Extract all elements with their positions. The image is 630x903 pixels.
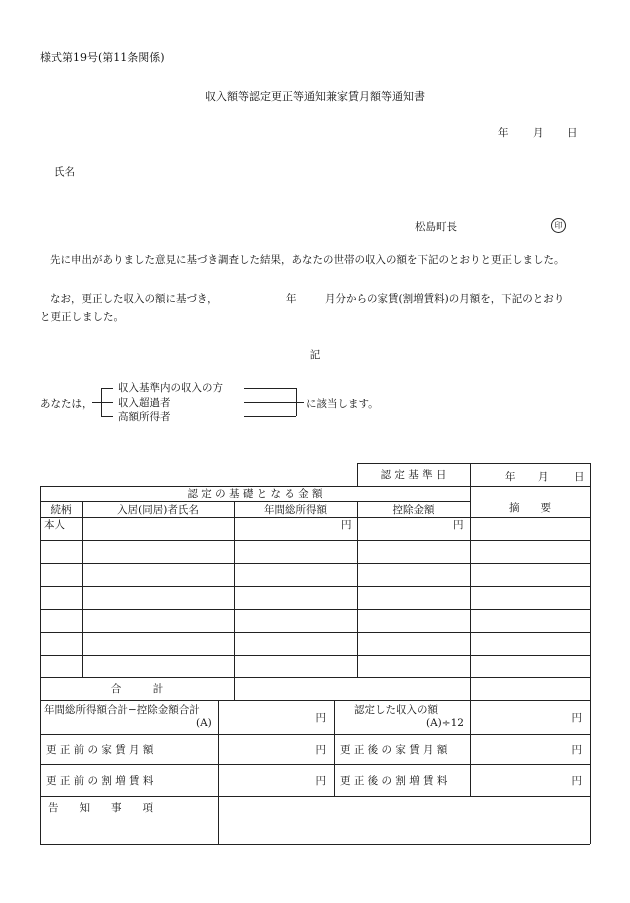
name-label: 氏名 (54, 166, 75, 178)
nenkan-total-label-1: 年間総所得額合計−控除金額合計 (44, 704, 200, 716)
kokuchi-label: 告 知 事 項 (48, 802, 153, 814)
table-bottom-line (40, 844, 590, 845)
option-within-standard: 収入基準内の収入の方 (118, 382, 223, 394)
kijunbi-month: 月 (538, 471, 549, 483)
table-col-nyukyosha (234, 501, 235, 700)
paragraph-2-part2: 月分からの家賃(割増賃料)の月額を，下記のとおり (325, 293, 565, 305)
nenkan-total-yen: 円 (315, 711, 326, 724)
issuer-name: 松島町長 (415, 221, 457, 233)
kiso-header: 認 定 の 基 礎 と な る 金 額 (187, 488, 323, 500)
option-line-2 (244, 402, 296, 403)
kousei-mae-warimashi-yen: 円 (315, 774, 326, 787)
row-honnin-koujo-yen: 円 (453, 519, 464, 531)
table-right-border (590, 463, 591, 844)
kijunbi-year: 年 (505, 471, 516, 483)
kousei-go-yachin-label: 更 正 後 の 家 賃 月 額 (340, 743, 448, 756)
option-line-3 (244, 416, 296, 417)
nintei-income-label-1: 認定した収入の額 (354, 704, 438, 716)
date-month-label: 月 (533, 127, 544, 139)
col-header-tekiyou: 摘 要 (509, 502, 551, 514)
col-header-koujo: 控除金額 (392, 503, 435, 516)
form-number: 様式第19号(第11条関係) (40, 51, 165, 64)
nintei-kijunbi-label: 認 定 基 準 日 (380, 469, 447, 481)
nintei-income-label-2: (A)÷12 (426, 717, 464, 729)
goukei-label: 合 計 (110, 683, 164, 695)
paragraph-1: 先に申出がありました意見に基づき調査した結果，あなたの世帯の収入の額を下記のとおりと更正しました。 (50, 254, 565, 266)
table-line-655 (40, 655, 590, 656)
bracket-line-3 (101, 416, 113, 417)
table-col-zokugara (82, 501, 83, 677)
kousei-go-yachin-yen: 円 (571, 743, 582, 756)
bracket-right-tick (296, 402, 304, 403)
col-header-nyukyosha: 入居(同居)者氏名 (117, 503, 199, 516)
table-line-796 (40, 796, 590, 797)
table-line-517 (40, 517, 590, 518)
ki-label: 記 (309, 349, 321, 361)
option-income-excess: 収入超過者 (118, 397, 171, 409)
kousei-mae-yachin-label: 更 正 前 の 家 賃 月 額 (46, 743, 154, 756)
row-honnin-nenkan-yen: 円 (341, 519, 352, 531)
option-line-1 (244, 388, 296, 389)
kijunbi-day: 日 (574, 471, 585, 483)
document-title: 収入額等認定更正等通知兼家賃月額等通知書 (205, 90, 425, 103)
gaitou-label: に該当します。 (306, 398, 379, 410)
bracket-line-2 (92, 402, 113, 403)
seal-icon: 印 (551, 218, 566, 233)
table-line-586 (40, 586, 590, 587)
date-day-label: 日 (567, 127, 578, 139)
bracket-line-1 (101, 388, 113, 389)
kousei-mae-yachin-yen: 円 (315, 743, 326, 756)
row-honnin-label: 本人 (44, 519, 65, 531)
table-line-563 (40, 563, 590, 564)
col-header-nenkan: 年間総所得額 (264, 503, 327, 516)
table-col-nenkan (357, 501, 358, 677)
paragraph-2-part3: と更正しました。 (40, 311, 124, 323)
table-line-609 (40, 609, 590, 610)
date-year-label: 年 (498, 127, 509, 139)
kousei-mae-warimashi-label: 更 正 前 の 割 増 賃 料 (46, 774, 154, 787)
nenkan-total-label-2: (A) (196, 717, 212, 729)
paragraph-2-year: 年 (286, 293, 297, 305)
paragraph-2-part1: なお，更正した収入の額に基づき， (50, 293, 218, 305)
option-high-income: 高額所得者 (118, 411, 171, 423)
kousei-go-warimashi-label: 更 正 後 の 割 増 賃 料 (340, 774, 448, 787)
col-header-zokugara: 続柄 (50, 503, 72, 516)
nintei-income-yen: 円 (571, 711, 582, 724)
table-line-540 (40, 540, 590, 541)
anata-wa-label: あなたは， (40, 398, 93, 410)
table-line-632 (40, 632, 590, 633)
kousei-go-warimashi-yen: 円 (571, 774, 582, 787)
